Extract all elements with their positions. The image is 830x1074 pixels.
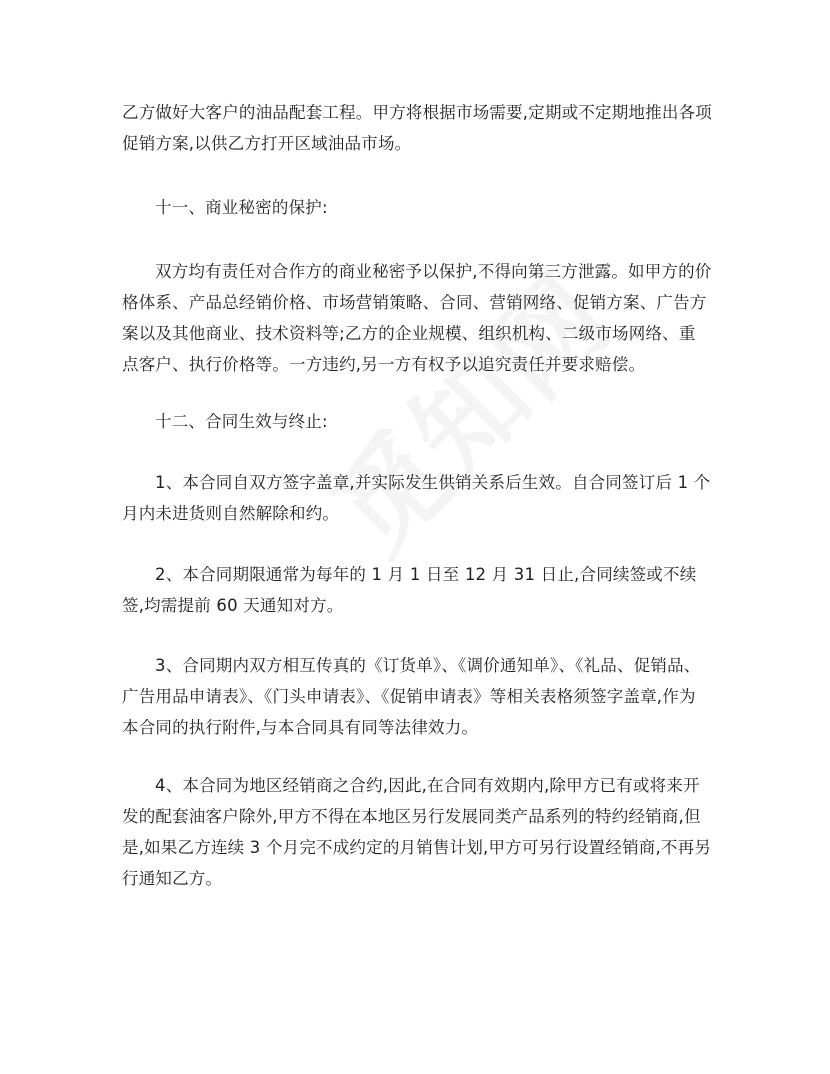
paragraph-intro: 乙方做好大客户的油品配套工程。甲方将根据市场需要,定期或不定期地推出各项促销方案,以供乙方打开区域油品市场。 <box>122 103 712 153</box>
paragraph-clause-3: 3、合同期内双方相互传真的《订货单》、《调价通知单》、《礼品、促销品、广告用品申请表》、《门头申请表》、《促销申请表》等相关表格须签字盖章,作为本合同的执行附件,与本合同具有同等法律效力。 <box>122 656 701 737</box>
paragraph-clause-2: 2、本合同期限通常为每年的 1 月 1 日至 12 月 31 日止,合同续签或不续签,均需提前 60 天通知对方。 <box>122 565 697 615</box>
paragraph-trade-secrets: 双方均有责任对合作方的商业秘密予以保护,不得向第三方泄露。如甲方的价格体系、产品总经销价格、市场营销策略、合同、营销网络、促销方案、广告方案以及其他商业、技术资料等;乙方的企业规模、组织机构、二级市场网络、重点客户、执行价格等。一方违约,另一方有权予以追究责任并要求赔偿。 <box>122 262 712 374</box>
section-heading-12: 十二、合同生效与终止: <box>155 412 328 431</box>
paragraph-clause-4: 4、本合同为地区经销商之合约,因此,在合同有效期内,除甲方已有或将来开发的配套油客户除外,甲方不得在本地区另行发展同类产品系列的特约经销商,但是,如果乙方连续 3 个月完不成约定的月销售计划,甲方可另行设置经销商,不再另行通知乙方。 <box>122 776 712 888</box>
section-heading-11: 十一、商业秘密的保护: <box>155 198 328 217</box>
paragraph-clause-1: 1、本合同自双方签字盖章,并实际发生供销关系后生效。自合同签订后 1 个月内未进货则自然解除和约。 <box>122 473 711 523</box>
